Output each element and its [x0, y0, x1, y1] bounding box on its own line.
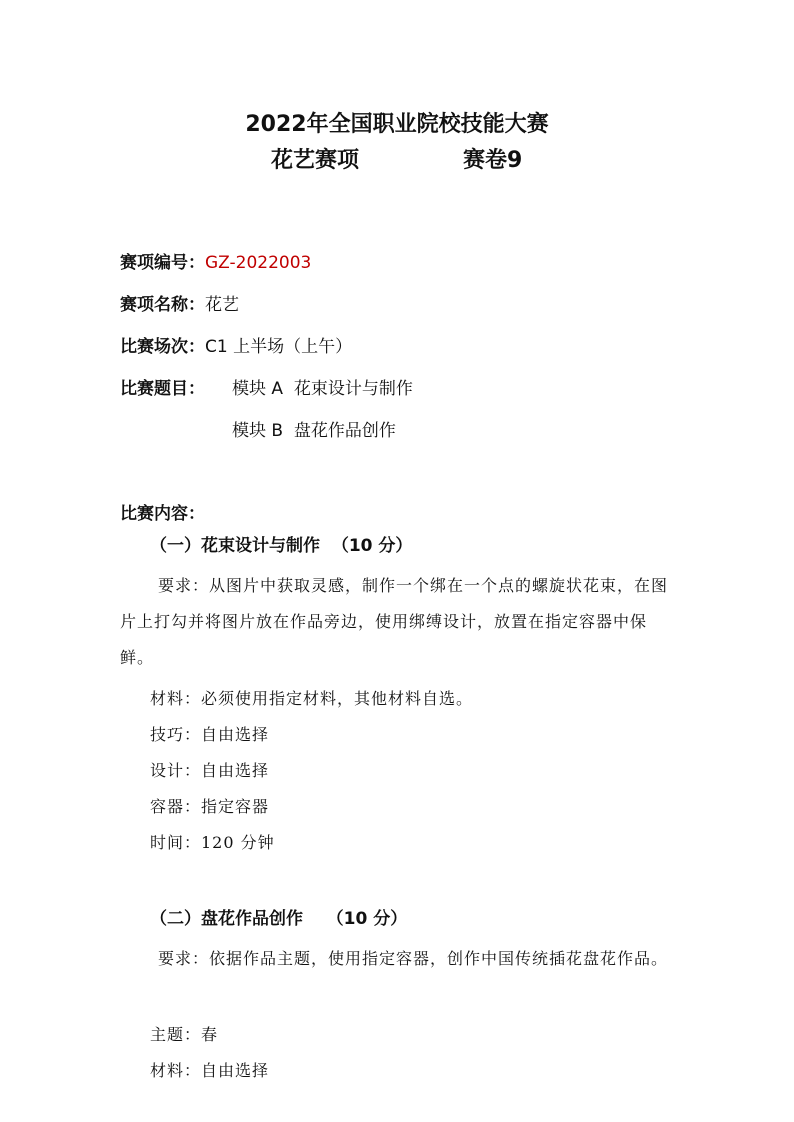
session-value: C1 上半场（上午）	[205, 337, 353, 357]
topic-label: 比赛题目：	[120, 379, 205, 399]
event-code-label: 赛项编号：	[120, 253, 205, 273]
event-name-value: 花艺	[205, 295, 239, 315]
section2-requirement: 要求：依据作品主题，使用指定容器，创作中国传统插花盘花作品。	[158, 949, 669, 968]
event-code-row	[120, 248, 311, 273]
section1-skill: 技巧：自由选择	[150, 725, 270, 744]
topic-row	[120, 374, 205, 399]
session-row	[120, 332, 352, 357]
document-title: 2022年全国职业院校技能大赛	[245, 112, 549, 137]
section1-requirement: 要求：从图片中获取灵感，制作一个绑在一个点的螺旋状花束，在图片上打勾并将图片放在作品旁边，使用绑缚设计，放置在指定容器中保鲜。	[120, 576, 669, 667]
topic-module-a: 模块 A 花束设计与制作	[232, 379, 413, 399]
session-label: 比赛场次：	[120, 337, 205, 357]
section1-time: 时间：120 分钟	[150, 833, 275, 852]
event-name-label: 赛项名称：	[120, 295, 205, 315]
section1-title: （一）花束设计与制作 （10 分）	[150, 536, 413, 556]
event-code-value: GZ-2022003	[205, 253, 312, 273]
topic-module-b: 模块 B 盘花作品创作	[232, 421, 396, 441]
event-name-row	[120, 290, 239, 315]
section1-material: 材料：必须使用指定材料，其他材料自选。	[150, 689, 474, 708]
section1-design: 设计：自由选择	[150, 761, 270, 780]
section2-title: （二）盘花作品创作 （10 分）	[150, 909, 408, 929]
section2-material: 材料：自由选择	[150, 1061, 270, 1080]
paper-number: 赛卷9	[463, 148, 523, 173]
section2-theme: 主题：春	[150, 1025, 219, 1044]
content-heading: 比赛内容：	[120, 504, 205, 524]
section1-container: 容器：指定容器	[150, 797, 270, 816]
event-subtitle: 花艺赛项	[271, 148, 360, 173]
